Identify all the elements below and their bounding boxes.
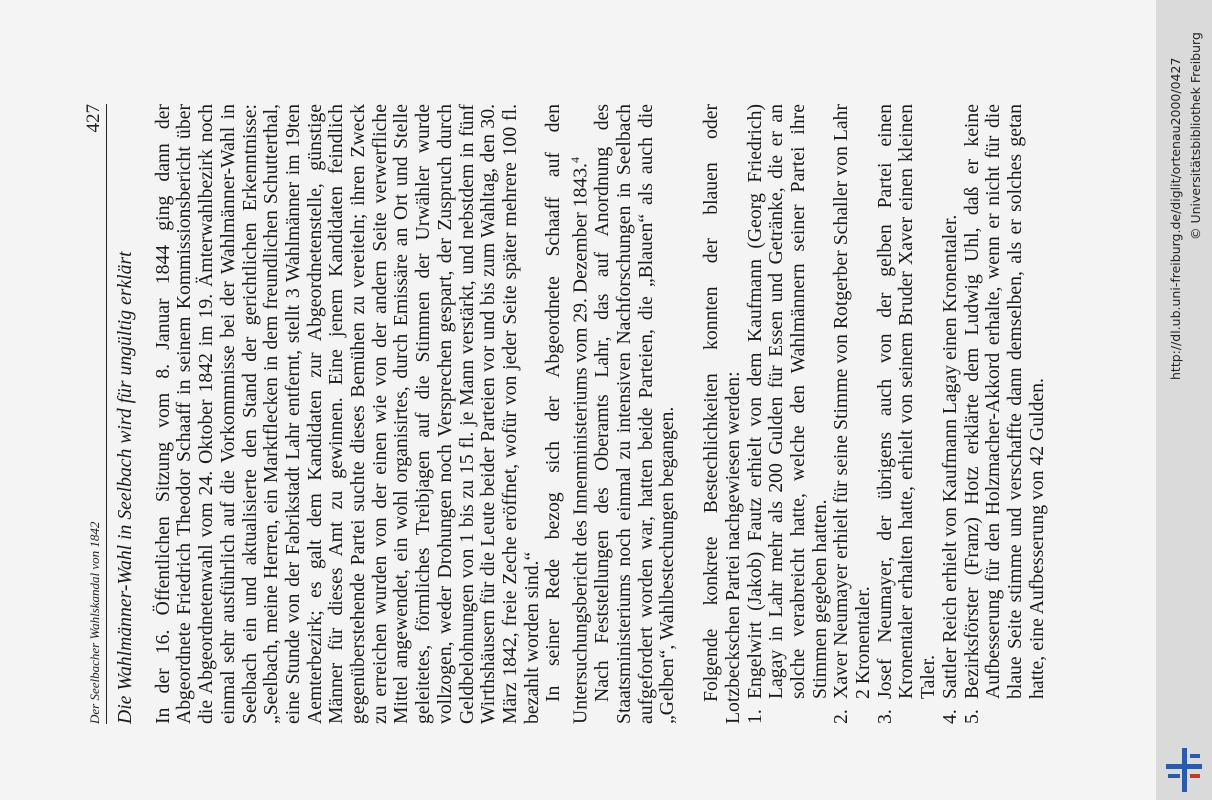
source-url-link[interactable]: http://dl.ub.uni-freiburg.de/diglit/ortenau2000/0427 — [1168, 57, 1183, 380]
list-item-text: Engelwirt (Jakob) Fautz erhielt von dem Kaufmann (Georg Friedrich) Lagay in Lahr mehr als 200 Gulden für Essen und Getränke, die er an solche verabreicht hatte, welche den Wahlmännern seiner Partei ihre Stimmen gegeben hatten. — [743, 104, 831, 699]
university-library-logo-icon — [1166, 748, 1202, 792]
list-item-text: Xaver Neumayer erhielt für seine Stimme von Rotgerber Schaller von Lahr 2 Kronentaler. — [830, 104, 875, 699]
list-item-number: 4. — [938, 709, 961, 724]
library-sidebar — [1156, 0, 1212, 800]
paragraph-2 — [543, 104, 592, 724]
page-number: 427 — [83, 104, 104, 133]
list-item-text: Sattler Reich erhielt von Kaufmann Lagay einen Kronentaler. — [938, 214, 961, 699]
paragraph-4: Folgende konkrete Bestechlichkeiten konnten der blauen oder Lotzbeckschen Partei nachgewiesen werden: — [700, 104, 744, 724]
paragraph-3: Nach Feststellungen des Oberamts Lahr, das auf Anordnung des Staatsministeriums noch einmal zu intensiven Nachforschungen in Seelbach aufgefordert worden war, hatten beide Parteien, die „Blauen“ als auch die „Gelben“, Wahlbestechungen begangen. — [591, 104, 679, 724]
list-item-number: 1. — [743, 709, 766, 724]
body-text — [115, 104, 1048, 724]
sidebar-text — [1168, 0, 1208, 800]
list-item-number: 3. — [873, 709, 896, 724]
list-item — [962, 104, 1049, 724]
paragraph-2-text: In seiner Rede bezog sich der Abgeordnete Schaaff auf den Untersuchungsbericht des Innenministeriums vom 29. Dezember 1843. — [542, 104, 592, 724]
footnote-marker: 4 — [568, 157, 583, 164]
list-item-number: 5. — [960, 709, 983, 724]
page-header — [82, 104, 107, 724]
paragraph-1: In der 16. Öffentlichen Sitzung vom 8. Januar 1844 ging dann der Abgeordnete Friedrich Theodor Schaaff in seinem Kommissionsbericht über die Abgeordnetenwahl vom 24. Oktober 1842 im 19. Ämterwahlbezirk noch einmal sehr ausführlich auf die Vorkommnisse bei der Wahlmänner-Wahl in Seelbach ein und aktualisierte den Stand der gerichtlichen Erkenntnisse: „Seelbach, meine Herren, ein Marktflecken in dem freundlichen Schutterthal, eine Stunde von der Fabrikstadt Lahr entfernt, stellt 3 Wahlmänner im 19ten Aemterbezirk; es galt dem Kandidaten zur Abgeordnetenstelle, günstige Männer für dieses Amt zu gewinnen. Eine jenem Kandidaten feindlich gegenüberstehende Partei suchte dieses Bemühen zu vereiteln; ihren Zweck zu erreichen wurden von der einen wie von der andern Seite verwerfliche Mittel angewendet, ein wohl organisirtes, durch Emissäre an Ort und Stelle geleitetes, förmliches Treibjagen auf die Stimmen der Urwähler wurde vollzogen, weder Drohungen noch Versprechen gespart, der Zuspruch durch Geldbelohnungen von 1 bis zu 15 fl. je Mann verstärkt, und nebstdem in fünf Wirthshäusern für die Leute beider Parteien vor und bis zum Wahltag, den 30. März 1842, freie Zeche eröffnet, wofür von jeder Seite später mehrere 100 fl. bezahlt worden sind.“ — [151, 104, 543, 724]
list-item — [940, 104, 962, 724]
copyright-notice: © Universitätsbibliothek Freiburg — [1188, 32, 1203, 240]
list-item — [875, 104, 940, 724]
list-item-text: Josef Neumayer, der übrigens auch von der gelben Partei einen Kronentaler erhalten hatte, erhielt von seinem Bruder Xaver einen kleinen Taler. — [873, 104, 940, 699]
list-item — [745, 104, 832, 724]
article-title: Die Wahlmänner-Wahl in Seelbach wird für ungültig erklärt — [114, 251, 136, 724]
list-item — [831, 104, 874, 724]
list-item-text: Bezirksförster (Franz) Hotz erklärte dem Ludwig Uhl, daß er keine Aufbesserung für den Holzmacher-Akkord erhalte, wenn er nicht für die blaue Seite stimme und verschaffte dann demselben, als er solches getan hatte, eine Aufbesserung von 42 Gulden. — [960, 104, 1048, 699]
bribery-list — [745, 104, 1049, 724]
list-item-number: 2. — [830, 709, 853, 724]
running-title: Der Seelbacher Wahlskandal von 1842 — [87, 521, 102, 724]
